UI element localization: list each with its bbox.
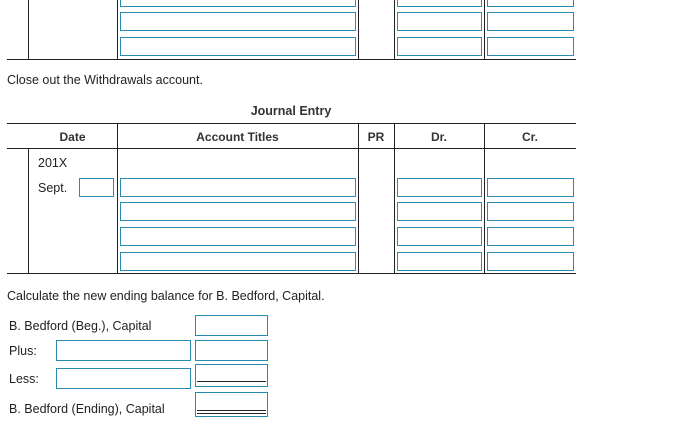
account-title-input-1[interactable]	[120, 178, 356, 197]
cr-input-1[interactable]	[487, 178, 574, 197]
prev-dr-input[interactable]	[397, 37, 482, 56]
dr-input-2[interactable]	[397, 202, 482, 221]
year-label: 201X	[38, 156, 68, 170]
account-titles-header: Account Titles	[196, 130, 279, 144]
ending-capital-label: B. Bedford (Ending), Capital	[9, 402, 165, 416]
dr-input-1[interactable]	[397, 178, 482, 197]
dr-header: Dr.	[430, 130, 447, 144]
account-title-input-4[interactable]	[120, 252, 356, 271]
prev-cr-input[interactable]	[487, 37, 574, 56]
cr-input-3[interactable]	[487, 227, 574, 246]
instruction-text: Close out the Withdrawals account.	[7, 73, 203, 87]
less-label: Less:	[9, 372, 39, 386]
day-input[interactable]	[79, 178, 114, 197]
prev-cr-input[interactable]	[487, 12, 574, 31]
prev-dr-input[interactable]	[397, 12, 482, 31]
dr-input-3[interactable]	[397, 227, 482, 246]
cr-input-4[interactable]	[487, 252, 574, 271]
beg-capital-input[interactable]	[195, 315, 268, 336]
journal-title: Journal Entry	[250, 104, 332, 118]
beg-capital-label: B. Bedford (Beg.), Capital	[9, 319, 152, 333]
less-description-input[interactable]	[56, 368, 191, 389]
calc-instruction-text: Calculate the new ending balance for B. Bedford, Capital.	[7, 289, 325, 303]
account-title-input-3[interactable]	[120, 227, 356, 246]
plus-label: Plus:	[9, 344, 37, 358]
account-title-input-2[interactable]	[120, 202, 356, 221]
plus-amount-input[interactable]	[195, 340, 268, 361]
date-header: Date	[59, 130, 86, 144]
ending-double-underline-bottom	[197, 413, 266, 414]
cr-header: Cr.	[521, 130, 538, 144]
plus-description-input[interactable]	[56, 340, 191, 361]
dr-input-4[interactable]	[397, 252, 482, 271]
prev-account-input[interactable]	[120, 0, 356, 7]
less-amount-input[interactable]	[195, 364, 268, 387]
prev-account-input[interactable]	[120, 12, 356, 31]
less-underline	[197, 381, 266, 382]
prev-account-input[interactable]	[120, 37, 356, 56]
prev-cr-input[interactable]	[487, 0, 574, 7]
prev-dr-input[interactable]	[397, 0, 482, 7]
pr-header: PR	[367, 130, 385, 144]
month-label: Sept.	[38, 181, 68, 195]
ending-double-underline-top	[197, 410, 266, 411]
cr-input-2[interactable]	[487, 202, 574, 221]
